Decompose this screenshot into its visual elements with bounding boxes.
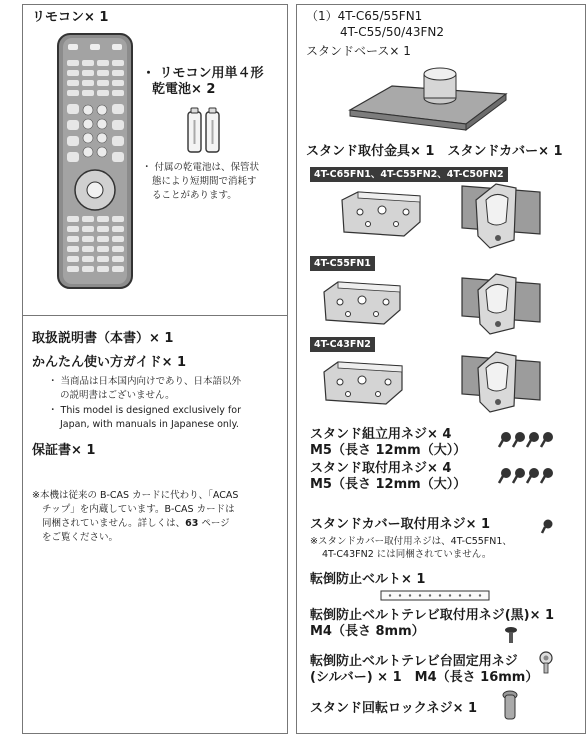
remote-control-illustration [55,32,135,292]
belt-stand-screw-spec: (シルバー) × 1 M4（長さ 16mm） [310,670,539,685]
stand-bracket-icon-2 [318,276,408,330]
black-screw-icon [504,626,518,644]
guide-note-line-3: ・ This model is designed exclusively for [48,405,241,416]
bcas-note-page-suffix: ページ [198,518,230,529]
battery-icon [186,106,222,154]
belt-strap-icon [380,590,490,602]
assembly-screw-title: スタンド組立用ネジ× 4 [310,427,452,442]
guide-note-line-1: ・ 当商品は日本国内向けであり、日本語以外 [48,376,242,387]
lock-screw-icon [502,690,518,722]
manual-title: 取扱説明書（本書）× 1 [32,331,174,346]
stand-cover-icon-2 [456,268,546,340]
model-tag-2: 4T-C55FN1 [310,256,375,271]
guide-note-line-4: Japan, with manuals in Japanese only. [60,419,239,430]
silver-screw-icon [536,652,556,674]
bcas-note-line-1: ※本機は従来の B-CAS カードに代わり、「ACAS [32,490,239,501]
stand-bracket-icon-1 [336,186,428,242]
warranty-title: 保証書× 1 [32,443,96,458]
bcas-note-text: 同梱されていません。詳しくは、 [42,518,186,529]
bcas-note-line-4: をご覧ください。 [42,532,119,543]
screw-icon-group-1 [498,430,560,448]
mount-screw-title: スタンド取付用ネジ× 4 [310,461,452,476]
lock-screw-title: スタンド回転ロックネジ× 1 [310,701,478,716]
cover-screw-note-line-1: ※スタンドカバー取付用ネジは、4T-C55FN1、 [310,536,512,547]
stand-cover-icon-1 [456,176,546,256]
model-tag-1: 4T-C65FN1、4T-C55FN2、4T-C50FN2 [310,167,508,182]
battery-title-line-2: 乾電池× 2 [152,82,216,97]
stand-bracket-icon-3 [318,356,410,410]
models-line-2: 4T-C55/50/43FN2 [340,25,444,39]
battery-note-line-2: 態により短期間で消耗す [152,176,257,187]
cover-screw-title: スタンドカバー取付用ネジ× 1 [310,517,491,532]
screw-icon-group-2 [498,466,560,484]
bcas-note-line-3 [42,518,230,531]
bcas-note-line-2: チップ」を内蔵しています。B-CAS カードは [42,504,235,515]
stand-base-title: スタンドベース× 1 [306,44,411,58]
stand-cover-icon-3 [456,346,546,418]
models-line-1: （1）4T-C65/55FN1 [306,9,423,23]
guide-note-line-2: の説明書はございません。 [60,390,175,401]
battery-note-line-3: ることがあります。 [152,190,237,201]
cover-screw-note-line-2: 4T-C43FN2 には同梱されていません。 [322,549,492,560]
belt-title: 転倒防止ベルト× 1 [310,572,426,587]
bracket-cover-title: スタンド取付金具× 1 スタンドカバー× 1 [306,144,563,159]
belt-tv-screw-title: 転倒防止ベルトテレビ取付用ネジ(黒)× 1 [310,608,555,623]
guide-title: かんたん使い方ガイド× 1 [32,355,187,370]
remote-title: リモコン× 1 [32,10,109,25]
belt-tv-screw-spec: M4（長さ 8mm） [310,624,425,639]
left-divider [22,315,288,316]
assembly-screw-spec: M5（長さ 12mm（大）） [310,443,467,458]
bcas-page-number: 63 [185,518,199,529]
cover-screw-icon [540,518,556,534]
mount-screw-spec: M5（長さ 12mm（大）） [310,477,467,492]
belt-stand-screw-title: 転倒防止ベルトテレビ台固定用ネジ [310,654,518,669]
battery-note-line-1: ・ 付属の乾電池は、保管状 [142,162,260,173]
stand-base-illustration [340,64,510,136]
model-tag-3: 4T-C43FN2 [310,337,375,352]
battery-title-line-1: ・ リモコン用単４形 [142,66,264,81]
